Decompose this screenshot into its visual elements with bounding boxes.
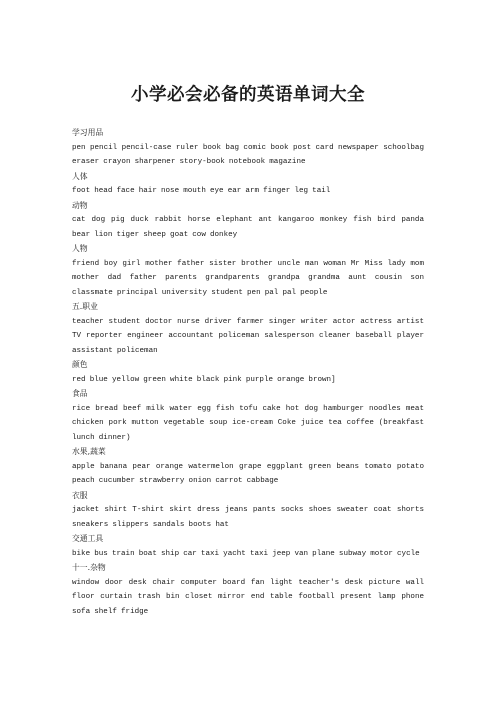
section-words: jacket shirt T-shirt skirt dress jeans pants socks shoes sweater coat shorts sneakers slippers sandals boots hat (72, 506, 424, 529)
section-words: foot head face hair nose mouth eye ear arm finger leg tail (72, 187, 331, 195)
document-title: 小学必会必备的英语单词大全 (131, 85, 365, 105)
section-heading: 十一.杂物 (72, 563, 106, 572)
section-heading: 食品 (72, 389, 88, 398)
section-heading: 水果,蔬菜 (72, 447, 106, 456)
section-words: window door desk chair computer board fan light teacher's desk picture wall floor curtain trash bin closet mirror end table football present lamp phone sofa shelf fridge (72, 578, 424, 616)
section-jobs (72, 300, 424, 358)
section-heading: 学习用品 (72, 128, 104, 137)
section-heading: 衣服 (72, 490, 88, 500)
section-words: apple banana pear orange watermelon grape eggplant green beans tomato potato peach cucumber strawberry onion carrot cabbage (72, 462, 424, 485)
section-animals (72, 199, 424, 243)
section-colors (72, 358, 424, 387)
section-school-supplies (72, 126, 424, 170)
section-words: cat dog pig duck rabbit horse elephant ant kangaroo monkey fish bird panda bear lion tiger sheep goat cow donkey (72, 216, 424, 239)
section-clothes (72, 489, 424, 533)
section-heading: 五.职业 (72, 302, 98, 311)
section-words: bike bus train boat ship car taxi yacht taxi jeep van plane subway motor cycle (72, 549, 420, 558)
section-heading: 颜色 (72, 360, 88, 369)
section-fruits-vegetables (72, 445, 424, 489)
section-transport (72, 532, 424, 561)
section-words: rice bread beef milk water egg fish tofu cake hot dog hamburger noodles meat chicken pork mutton vegetable soup ice-cream Coke juice tea coffee (breakfast lunch dinner) (72, 404, 424, 442)
section-heading: 人物 (72, 244, 88, 253)
section-food (72, 387, 424, 445)
section-words: teacher student doctor nurse driver farmer singer writer actor actress artist TV reporter engineer accountant policeman salesperson cleaner baseball player assistant policeman (72, 317, 424, 355)
section-people (72, 242, 424, 300)
section-heading: 交通工具 (72, 534, 104, 543)
section-body (72, 170, 424, 199)
section-heading: 动物 (72, 200, 88, 210)
document-page (72, 84, 424, 619)
section-heading: 人体 (72, 171, 88, 181)
section-words: friend boy girl mother father sister brother uncle man woman Mr Miss lady mom mother dad father parents grandparents grandpa grandma aunt cousin son classmate principal university student pen pal pal people (72, 259, 424, 297)
section-words: red blue yellow green white black pink purple orange brown] (72, 375, 336, 384)
section-miscellaneous (72, 561, 424, 619)
section-words: pen pencil pencil-case ruler book bag comic book post card newspaper schoolbag eraser crayon sharpener story-book notebook magazine (72, 143, 424, 166)
